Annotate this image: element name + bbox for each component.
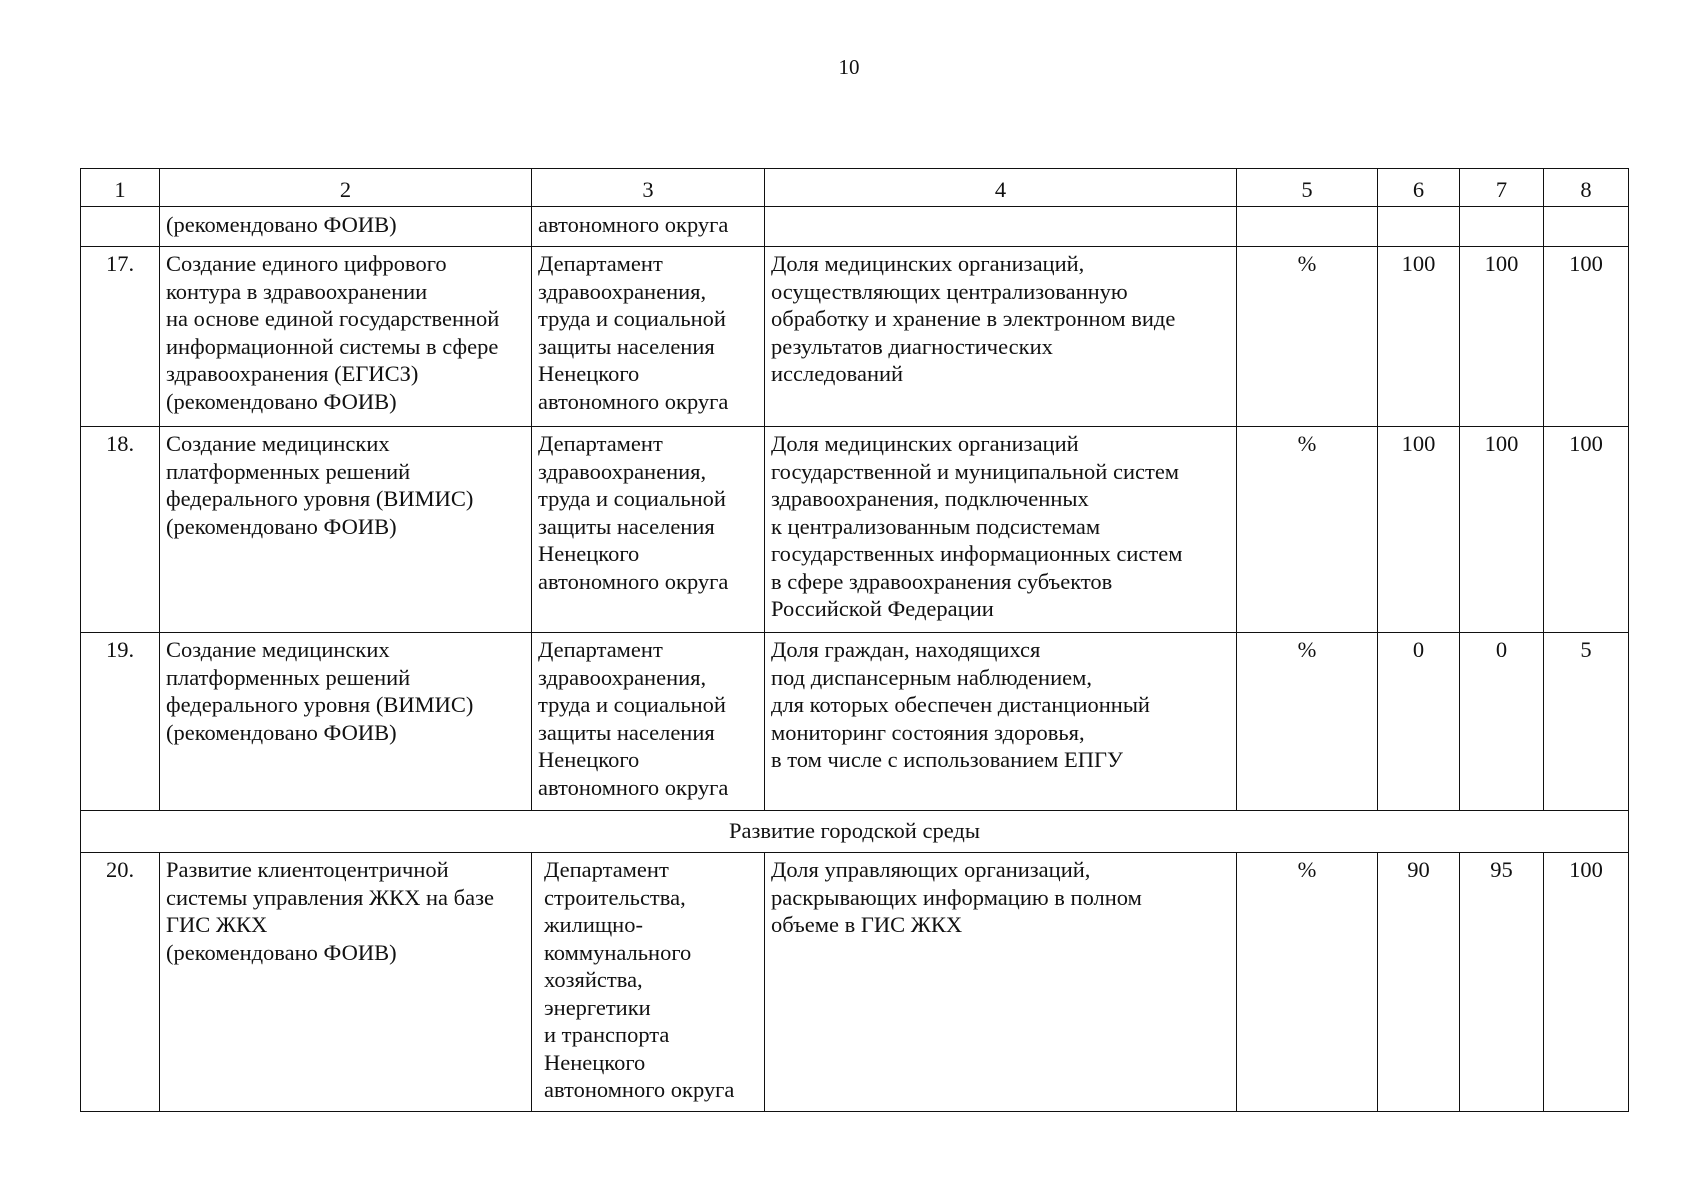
department-line: коммунального xyxy=(544,939,692,965)
value-col6: 100 xyxy=(1378,427,1460,633)
row-number: 17. xyxy=(81,247,160,427)
value-col8: 100 xyxy=(1544,427,1629,633)
department-line: Ненецкого xyxy=(538,361,640,386)
department-line: Ненецкого xyxy=(544,1049,646,1075)
row-number: 20. xyxy=(81,853,160,1112)
value-col7: 0 xyxy=(1460,633,1544,811)
indicator-description xyxy=(765,427,1237,633)
value-col6: 100 xyxy=(1378,247,1460,427)
department-line: Департамент xyxy=(538,431,663,456)
table-row xyxy=(81,247,1629,427)
cont-num-cell xyxy=(81,207,160,247)
cont-indicator-cell xyxy=(765,207,1237,247)
name-line: (рекомендовано ФОИВ) xyxy=(166,388,397,414)
column-number-header-row xyxy=(81,169,1629,207)
unit-cell: % xyxy=(1237,633,1378,811)
name-line: информационной системы в сфере xyxy=(166,333,499,359)
value-col8: 5 xyxy=(1544,633,1629,811)
department-line: строительства, xyxy=(544,884,686,910)
name-line: Создание единого цифрового xyxy=(166,251,447,276)
row-number: 19. xyxy=(81,633,160,811)
indicator-line: государственных информационных систем xyxy=(771,541,1183,566)
value-col7: 100 xyxy=(1460,427,1544,633)
measure-name xyxy=(160,853,532,1112)
column-number-2: 2 xyxy=(160,169,532,207)
value-col6: 0 xyxy=(1378,633,1460,811)
indicator-line: Доля граждан, находящихся xyxy=(771,637,1041,662)
column-number-8: 8 xyxy=(1544,169,1629,207)
indicator-line: в том числе с использованием ЕПГУ xyxy=(771,747,1123,772)
indicator-line: под диспансерным наблюдением, xyxy=(771,664,1092,690)
indicator-line: результатов диагностических xyxy=(771,333,1053,359)
cont-v7-cell xyxy=(1460,207,1544,247)
page-number: 10 xyxy=(838,55,860,79)
indicator-line: исследований xyxy=(771,361,904,386)
name-line: системы управления ЖКХ на базе xyxy=(166,884,494,910)
indicator-line: объеме в ГИС ЖКХ xyxy=(771,912,963,937)
indicator-line: Доля медицинских организаций, xyxy=(771,251,1085,276)
department-line: автономного округа xyxy=(538,774,729,800)
department-line: здравоохранения, xyxy=(538,664,707,690)
cont-v6-cell xyxy=(1378,207,1460,247)
unit-cell: % xyxy=(1237,247,1378,427)
indicator-line: в сфере здравоохранения субъектов xyxy=(771,568,1113,594)
responsible-department xyxy=(532,853,765,1112)
name-line: (рекомендовано ФОИВ) xyxy=(166,719,397,745)
column-number-3: 3 xyxy=(532,169,765,207)
responsible-department xyxy=(532,633,765,811)
table-row xyxy=(81,633,1629,811)
continuation-row xyxy=(81,207,1629,247)
measure-name xyxy=(160,427,532,633)
department-line: защиты населения xyxy=(538,333,715,359)
indicator-line: здравоохранения, подключенных xyxy=(771,486,1089,511)
measure-name xyxy=(160,633,532,811)
department-line: труда и социальной xyxy=(538,306,726,331)
name-line: федерального уровня (ВИМИС) xyxy=(166,692,474,717)
indicator-description xyxy=(765,633,1237,811)
indicator-line: раскрывающих информацию в полном xyxy=(771,884,1142,910)
unit-cell: % xyxy=(1237,427,1378,633)
indicator-line: государственной и муниципальной систем xyxy=(771,458,1180,484)
indicator-line: Российской Федерации xyxy=(771,596,994,621)
column-number-1: 1 xyxy=(81,169,160,207)
table-row xyxy=(81,427,1629,633)
department-line: Департамент xyxy=(538,251,663,276)
responsible-department xyxy=(532,247,765,427)
column-number-7: 7 xyxy=(1460,169,1544,207)
name-line: здравоохранения (ЕГИСЗ) xyxy=(166,361,419,386)
cont-department-cell: автономного округа xyxy=(532,207,765,247)
value-col6: 90 xyxy=(1378,853,1460,1112)
name-line: Создание медицинских xyxy=(166,431,390,456)
indicator-line: для которых обеспечен дистанционный xyxy=(771,692,1150,717)
department-line: Департамент xyxy=(538,637,663,662)
department-line: автономного округа xyxy=(544,1077,735,1102)
name-line: Развитие клиентоцентричной xyxy=(166,857,449,882)
indicators-table xyxy=(80,168,1629,1112)
indicator-line: обработку и хранение в электронном виде xyxy=(771,306,1176,331)
indicator-description xyxy=(765,247,1237,427)
department-line: Ненецкого xyxy=(538,747,640,772)
name-line: ГИС ЖКХ xyxy=(166,912,268,937)
indicator-line: мониторинг состояния здоровья, xyxy=(771,719,1085,745)
row-number: 18. xyxy=(81,427,160,633)
department-line: Департамент xyxy=(544,857,669,882)
name-line: контура в здравоохранении xyxy=(166,278,428,304)
cont-unit-cell xyxy=(1237,207,1378,247)
department-line: здравоохранения, xyxy=(538,278,707,304)
department-line: жилищно- xyxy=(544,912,643,937)
name-line: Создание медицинских xyxy=(166,637,390,662)
unit-cell: % xyxy=(1237,853,1378,1112)
department-line: Ненецкого xyxy=(538,541,640,566)
measure-name xyxy=(160,247,532,427)
column-number-6: 6 xyxy=(1378,169,1460,207)
responsible-department xyxy=(532,427,765,633)
value-col8: 100 xyxy=(1544,247,1629,427)
value-col7: 95 xyxy=(1460,853,1544,1112)
value-col8: 100 xyxy=(1544,853,1629,1112)
name-line: платформенных решений xyxy=(166,664,411,690)
section-title: Развитие городской среды xyxy=(81,811,1629,853)
name-line: на основе единой государственной xyxy=(166,306,500,331)
department-line: хозяйства, xyxy=(544,967,643,992)
indicator-line: Доля медицинских организаций xyxy=(771,431,1079,456)
column-number-4: 4 xyxy=(765,169,1237,207)
name-line: (рекомендовано ФОИВ) xyxy=(166,939,397,965)
department-line: здравоохранения, xyxy=(538,458,707,484)
name-line: (рекомендовано ФОИВ) xyxy=(166,513,397,539)
department-line: труда и социальной xyxy=(538,486,726,511)
table-row xyxy=(81,853,1629,1112)
department-line: автономного округа xyxy=(538,568,729,594)
department-line: и транспорта xyxy=(544,1022,670,1047)
column-number-5: 5 xyxy=(1237,169,1378,207)
cont-v8-cell xyxy=(1544,207,1629,247)
cont-name-cell: (рекомендовано ФОИВ) xyxy=(160,207,532,247)
name-line: федерального уровня (ВИМИС) xyxy=(166,486,474,511)
name-line: платформенных решений xyxy=(166,458,411,484)
indicator-line: к централизованным подсистемам xyxy=(771,513,1101,539)
section-header-row xyxy=(81,811,1629,853)
indicator-line: Доля управляющих организаций, xyxy=(771,857,1091,882)
indicator-description xyxy=(765,853,1237,1112)
indicator-line: осуществляющих централизованную xyxy=(771,278,1128,304)
department-line: защиты населения xyxy=(538,719,715,745)
department-line: автономного округа xyxy=(538,388,729,414)
department-line: труда и социальной xyxy=(538,692,726,717)
department-line: энергетики xyxy=(544,994,651,1020)
value-col7: 100 xyxy=(1460,247,1544,427)
department-line: защиты населения xyxy=(538,513,715,539)
